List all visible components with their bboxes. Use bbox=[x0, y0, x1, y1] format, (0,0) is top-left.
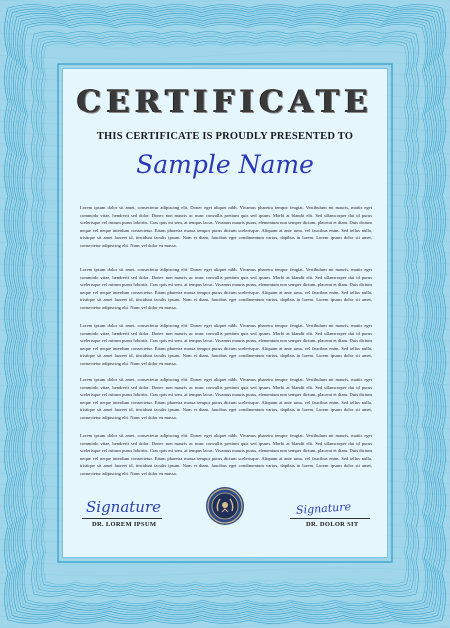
laurel-seal-icon bbox=[205, 486, 245, 526]
certificate-subtitle: THIS CERTIFICATE IS PROUDLY PRESENTED TO bbox=[96, 131, 354, 142]
right-signature-script: Signature bbox=[295, 500, 352, 517]
certificate-title: CERTIFICATE bbox=[76, 84, 374, 120]
body-paragraph-1: Lorem ipsum dolor sit amet, consectetur adipiscing elit. Donec eget aliquet nibh. Vivamus pharetra tempor feugiat. Vestibulum mi mauris, mattis eget commodo vitae, hendrerit sed dolor. Donec non mauris ac nunc convallis pretium quis sed ipsum. Morbi at blandit elit. Sed ullamcorper dui id purus scelerisque vel rutrum purus lobortis. Cras quis est sem, at tempus lacus. Vivamus mauris purus, elementum non semper dictum, placerat et diam. Duis dictum neque vel neque interdum consectetur. Etiam pharetra massa tempor purus dictum scelerisque. Aliquam at ante urna, vel faucibus enim. Sed tellus nulla, tristique sit amet laoreet id, tincidunt iaculis ipsum. Nam et diam, faucibus eget condimentum varius, dapibus in lorem. Lorem ipsum dolor sit amet, consectetur adipiscing elit. Nunc vel dolor eu massa. bbox=[80, 205, 372, 248]
right-signatory-name: DR. DOLOR SIT bbox=[306, 521, 359, 528]
recipient-name: Sample Name bbox=[136, 150, 314, 179]
left-signature-script: Signature bbox=[86, 498, 162, 516]
right-signature-line bbox=[290, 518, 370, 519]
body-paragraph-4: Lorem ipsum dolor sit amet, consectetur adipiscing elit. Donec eget aliquet nibh. Vivamus pharetra tempor feugiat. Vestibulum mi mauris, mattis eget commodo vitae, hendrerit sed dolor. Donec non mauris ac nunc convallis pretium quis sed ipsum. Morbi at blandit elit. Sed ullamcorper dui id purus scelerisque vel rutrum purus lobortis. Cras quis est sem, at tempus lacus. Vivamus mauris purus, elementum non semper dictum, placerat et diam. Duis dictum neque vel neque interdum consectetur. Etiam pharetra massa tempor purus dictum scelerisque. Aliquam at ante urna, vel faucibus enim. Sed tellus nulla, tristique sit amet laoreet id, tincidunt iaculis ipsum. Nam et diam, faucibus eget condimentum varius, dapibus in lorem. Lorem ipsum dolor sit amet, consectetur adipiscing elit. Nunc vel dolor eu massa. bbox=[80, 377, 372, 420]
body-paragraph-2: Lorem ipsum dolor sit amet, consectetur adipiscing elit. Donec eget aliquet nibh. Vivamus pharetra tempor feugiat. Vestibulum mi mauris, mattis eget commodo vitae, hendrerit sed dolor. Donec non mauris ac nunc convallis pretium quis sed ipsum. Morbi at blandit elit. Sed ullamcorper dui id purus scelerisque vel rutrum purus lobortis. Cras quis est sem, at tempus lacus. Vivamus mauris purus, elementum non semper dictum, placerat et diam. Duis dictum neque vel neque interdum consectetur. Etiam pharetra massa tempor purus dictum scelerisque. Aliquam at ante urna, vel faucibus enim. Sed tellus nulla, tristique sit amet laoreet id, tincidunt iaculis ipsum. Nam et diam, faucibus eget condimentum varius, dapibus in lorem. Lorem ipsum dolor sit amet, consectetur adipiscing elit. Nunc vel dolor eu massa. bbox=[80, 267, 372, 310]
left-signature-line bbox=[82, 518, 162, 519]
body-paragraph-5: Lorem ipsum dolor sit amet, consectetur adipiscing elit. Donec eget aliquet nibh. Vivamus pharetra tempor feugiat. Vestibulum mi mauris, mattis eget commodo vitae, hendrerit sed dolor. Donec non mauris ac nunc convallis pretium quis sed ipsum. Morbi at blandit elit. Sed ullamcorper dui id purus scelerisque vel rutrum purus lobortis. Cras quis est sem, at tempus lacus. Vivamus mauris purus, elementum non semper dictum, placerat et diam. Duis dictum neque vel neque interdum consectetur. Etiam pharetra massa tempor purus dictum scelerisque. Aliquam at ante urna, vel faucibus enim. Sed tellus nulla, tristique sit amet laoreet id, tincidunt iaculis ipsum. Nam et diam, faucibus eget condimentum varius, dapibus in lorem. Lorem ipsum dolor sit amet, consectetur adipiscing elit. Nunc vel dolor eu massa. bbox=[80, 433, 372, 476]
left-signatory-name: DR. LOREM IPSUM bbox=[92, 521, 157, 528]
body-paragraph-3: Lorem ipsum dolor sit amet, consectetur adipiscing elit. Donec eget aliquet nibh. Vivamus pharetra tempor feugiat. Vestibulum mi mauris, mattis eget commodo vitae, hendrerit sed dolor. Donec non mauris ac nunc convallis pretium quis sed ipsum. Morbi at blandit elit. Sed ullamcorper dui id purus scelerisque vel rutrum purus lobortis. Cras quis est sem, at tempus lacus. Vivamus mauris purus, elementum non semper dictum, placerat et diam. Duis dictum neque vel neque interdum consectetur. Etiam pharetra massa tempor purus dictum scelerisque. Aliquam at ante urna, vel faucibus enim. Sed tellus nulla, tristique sit amet laoreet id, tincidunt iaculis ipsum. Nam et diam, faucibus eget condimentum varius, dapibus in lorem. Lorem ipsum dolor sit amet, consectetur adipiscing elit. Nunc vel dolor eu massa. bbox=[80, 323, 372, 366]
